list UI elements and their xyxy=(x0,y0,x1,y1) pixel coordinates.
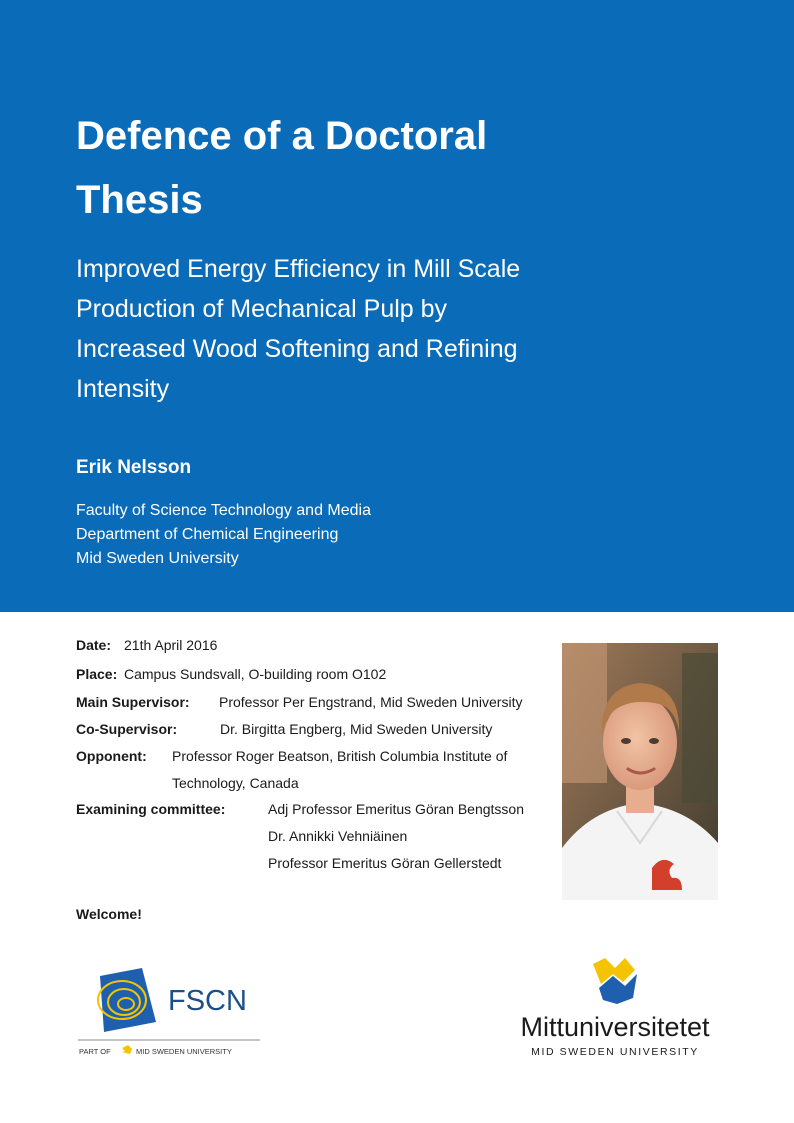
main-supervisor-label: Main Supervisor: xyxy=(76,694,190,710)
main-supervisor-row xyxy=(76,694,523,710)
opponent-value-line-2: Technology, Canada xyxy=(172,775,299,791)
committee-member: Adj Professor Emeritus Göran Bengtsson xyxy=(268,801,525,817)
miun-name: Mittuniversitetet xyxy=(520,1012,710,1042)
place-value: Campus Sundsvall, O-building room O102 xyxy=(124,666,387,682)
mittuniversitetet-emblem-icon xyxy=(593,958,637,1004)
place-label: Place: xyxy=(76,666,118,682)
thesis-title-line: Production of Mechanical Pulp by xyxy=(76,295,448,323)
university: Mid Sweden University xyxy=(76,550,239,567)
thesis-title xyxy=(76,249,596,409)
page-title xyxy=(76,104,716,232)
place-row xyxy=(76,666,387,682)
fscn-logo xyxy=(78,962,264,1062)
thesis-title-line: Intensity xyxy=(76,375,170,403)
opponent-row xyxy=(76,748,508,764)
thesis-title-line: Increased Wood Softening and Refining xyxy=(76,335,518,363)
mid-sweden-mini-icon xyxy=(122,1045,132,1054)
co-supervisor-row xyxy=(76,721,493,737)
opponent-label: Opponent: xyxy=(76,748,147,764)
co-supervisor-value: Dr. Birgitta Engberg, Mid Sweden University xyxy=(220,721,493,737)
department: Department of Chemical Engineering xyxy=(76,526,339,543)
thesis-title-line: Improved Energy Efficiency in Mill Scale xyxy=(76,255,521,283)
affiliation-block xyxy=(76,499,371,571)
date-value: 21th April 2016 xyxy=(124,637,218,653)
fscn-part-of: PART OF xyxy=(79,1047,111,1056)
committee-label: Examining committee: xyxy=(76,801,226,817)
portrait-image xyxy=(562,643,718,900)
date-label: Date: xyxy=(76,637,112,653)
committee-member: Dr. Annikki Vehniäinen xyxy=(268,828,408,844)
committee-member: Professor Emeritus Göran Gellerstedt xyxy=(268,855,502,871)
fscn-name: FSCN xyxy=(168,985,247,1017)
fscn-university: MID SWEDEN UNIVERSITY xyxy=(136,1047,232,1056)
author-name: Erik Nelsson xyxy=(76,457,192,478)
co-supervisor-label: Co-Supervisor: xyxy=(76,721,178,737)
faculty: Faculty of Science Technology and Media xyxy=(76,502,371,519)
opponent-value-line-1: Professor Roger Beatson, British Columbia Institute of xyxy=(172,748,508,764)
welcome-text: Welcome! xyxy=(76,906,142,922)
author-photo xyxy=(562,643,718,900)
committee-row xyxy=(76,801,525,817)
mid-sweden-university-logo xyxy=(505,952,725,1062)
title-line-1: Defence of a Doctoral xyxy=(76,114,488,158)
main-supervisor-value: Professor Per Engstrand, Mid Sweden University xyxy=(219,694,523,710)
miun-subtitle: MID SWEDEN UNIVERSITY xyxy=(531,1046,699,1058)
title-line-2: Thesis xyxy=(76,178,203,222)
date-row xyxy=(76,637,218,653)
